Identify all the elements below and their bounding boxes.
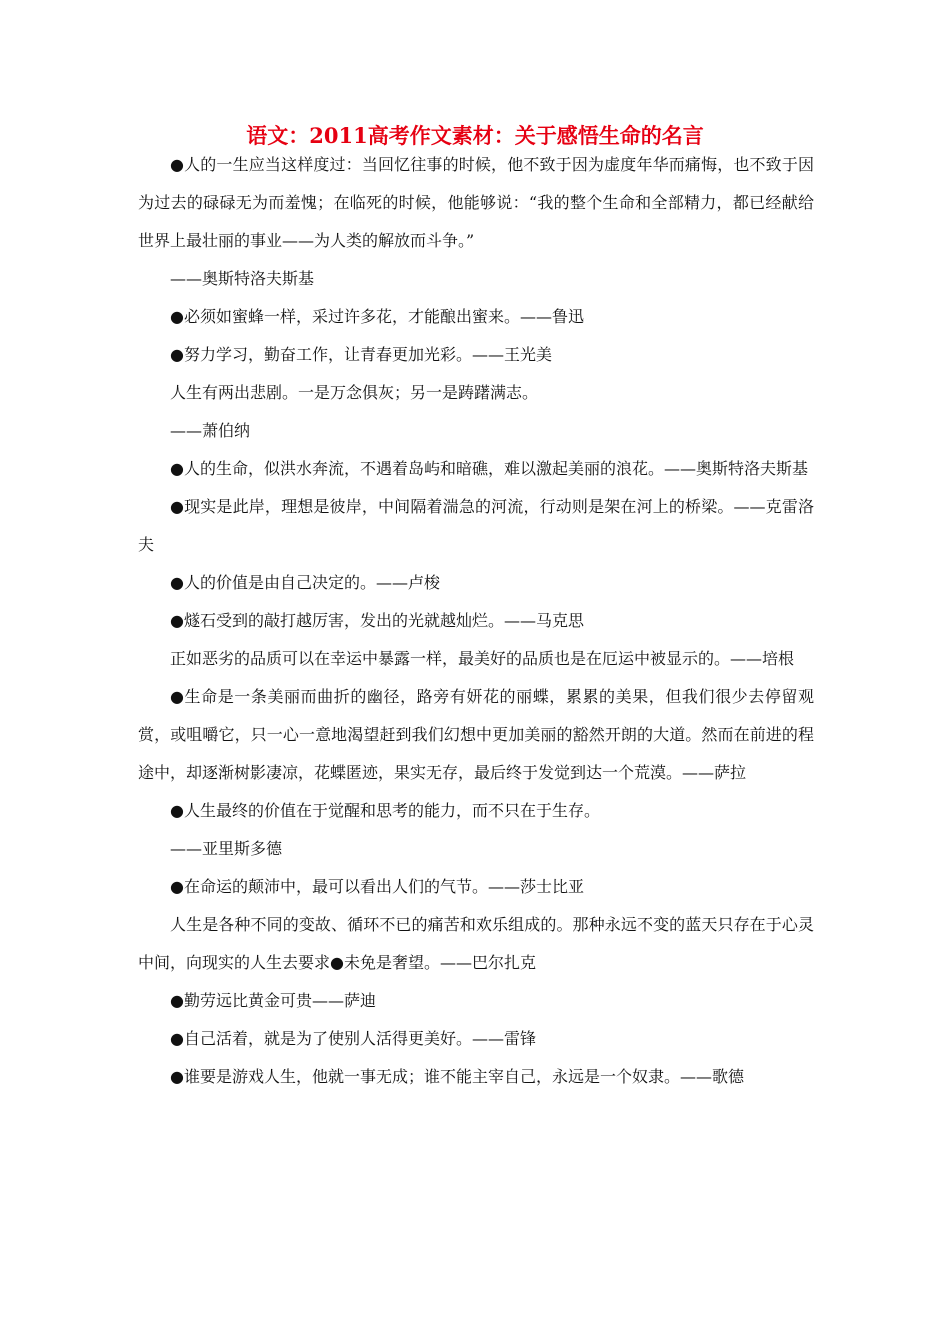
paragraph: 人生有两出悲剧。一是万念俱灰；另一是踌躇满志。 — [170, 383, 539, 402]
paragraph: ●必须如蜜蜂一样，采过许多花，才能酿出蜜来。——鲁迅 — [170, 307, 584, 326]
paragraph: ——萧伯纳 — [170, 421, 251, 440]
paragraph: ●人的生命，似洪水奔流，不遇着岛屿和暗礁，难以激起美丽的浪花。——奥斯特洛夫斯基 — [170, 459, 808, 478]
paragraph: 人生是各种不同的变故、循环不已的痛苦和欢乐组成的。那种永远不变的蓝天只存在于心灵中间，向现实的人生去要求●未免是奢望。——巴尔扎克 — [138, 915, 814, 972]
paragraph: ●自己活着，就是为了使别人活得更美好。——雷锋 — [170, 1029, 536, 1048]
paragraph: ——奥斯特洛夫斯基 — [170, 269, 315, 288]
paragraph: ——亚里斯多德 — [170, 839, 283, 858]
paragraph: ●努力学习，勤奋工作，让青春更加光彩。——王光美 — [170, 345, 552, 364]
paragraph: ●人的价值是由自己决定的。——卢梭 — [170, 573, 440, 592]
paragraph: ●人生最终的价值在于觉醒和思考的能力，而不只在于生存。 — [170, 801, 600, 820]
paragraph: ●在命运的颠沛中，最可以看出人们的气节。——莎士比亚 — [170, 877, 584, 896]
paragraph: ●现实是此岸，理想是彼岸，中间隔着湍急的河流，行动则是架在河上的桥梁。——克雷洛夫 — [138, 497, 814, 554]
paragraph: ●谁要是游戏人生，他就一事无成；谁不能主宰自己，永远是一个奴隶。——歌德 — [170, 1067, 744, 1086]
paragraph: ●人的一生应当这样度过：当回忆往事的时候，他不致于因为虚度年华而痛悔，也不致于因为过去的碌碌无为而羞愧；在临死的时候，他能够说：“我的整个生命和全部精力，都已经献给世界上最壮丽的事业——为人类的解放而斗争。” — [138, 155, 814, 250]
paragraph: 正如恶劣的品质可以在幸运中暴露一样，最美好的品质也是在厄运中被显示的。——培根 — [170, 649, 795, 668]
document-body — [138, 146, 814, 1096]
document-title: 语文：2011高考作文素材：关于感悟生命的名言 — [246, 123, 704, 148]
paragraph: ●生命是一条美丽而曲折的幽径，路旁有妍花的丽蝶，累累的美果，但我们很少去停留观赏，或咀嚼它，只一心一意地渴望赶到我们幻想中更加美丽的豁然开朗的大道。然而在前进的程途中，却逐渐树影凄凉，花蝶匿迹，果实无存，最后终于发觉到达一个荒漠。——萨拉 — [138, 687, 814, 782]
paragraph: ●勤劳远比黄金可贵——萨迪 — [170, 991, 376, 1010]
paragraph: ●燧石受到的敲打越厉害，发出的光就越灿烂。——马克思 — [170, 611, 584, 630]
